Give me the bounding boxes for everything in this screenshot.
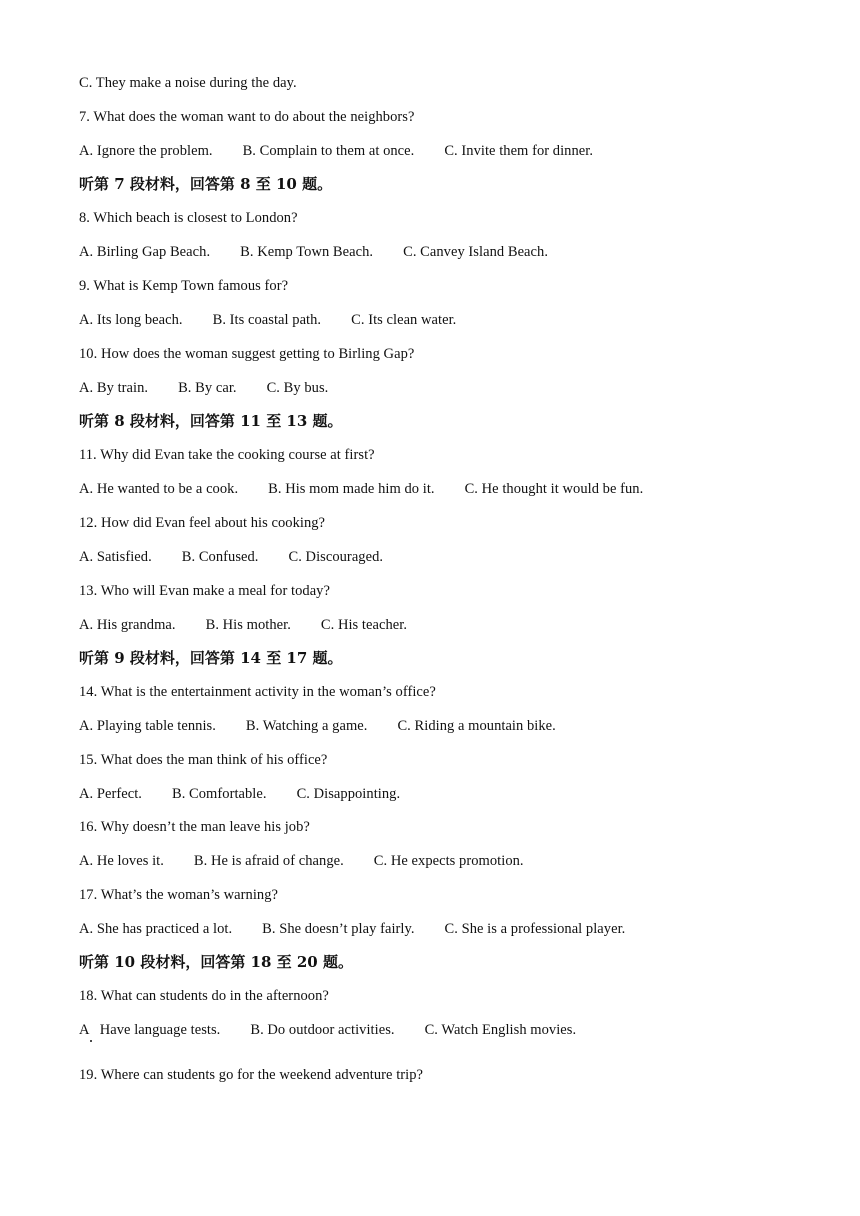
option-a: A. Satisfied. bbox=[79, 549, 152, 565]
option-a: A. His grandma. bbox=[79, 617, 176, 633]
option-b: B. Confused. bbox=[181, 549, 259, 565]
question-19: 19. Where can students go for the weekend adventure trip? bbox=[79, 1067, 424, 1083]
option-c: C. Its clean water. bbox=[351, 312, 457, 328]
options-q9 bbox=[79, 311, 456, 329]
option-a: A. By train. bbox=[79, 380, 149, 396]
option-c: C. Invite them for dinner. bbox=[444, 143, 594, 159]
option-b: B. Watching a game. bbox=[245, 718, 368, 734]
options-q10 bbox=[79, 379, 328, 397]
option-a: A. Birling Gap Beach. bbox=[79, 244, 211, 260]
option-a: A. He wanted to be a cook. bbox=[79, 481, 239, 497]
option-b: B. Do outdoor activities. bbox=[250, 1022, 395, 1038]
options-q18 bbox=[79, 1021, 576, 1039]
question-8: 8. Which beach is closest to London? bbox=[79, 210, 298, 226]
option-b: B. She doesn’t play fairly. bbox=[262, 921, 415, 937]
option-c: C. Canvey Island Beach. bbox=[403, 244, 548, 260]
section-heading-9: 听第 9 段材料，回答第 14 至 17 题。 bbox=[79, 649, 343, 667]
options-q11 bbox=[79, 480, 643, 498]
question-16: 16. Why doesn’t the man leave his job? bbox=[79, 819, 310, 835]
option-b: B. Complain to them at once. bbox=[242, 143, 415, 159]
option-c: C. Watch English movies. bbox=[424, 1022, 577, 1038]
section-heading-8: 听第 8 段材料，回答第 11 至 13 题。 bbox=[79, 412, 343, 430]
option-b: B. His mother. bbox=[205, 617, 291, 633]
question-17: 17. What’s the woman’s warning? bbox=[79, 887, 279, 903]
stray-dot-mark bbox=[90, 1040, 92, 1042]
question-11: 11. Why did Evan take the cooking course at first? bbox=[79, 447, 375, 463]
option-c: C. His teacher. bbox=[320, 617, 408, 633]
options-q7 bbox=[79, 142, 593, 160]
options-q14 bbox=[79, 717, 556, 735]
question-14: 14. What is the entertainment activity in the woman’s office? bbox=[79, 684, 436, 700]
option-b: B. He is afraid of change. bbox=[193, 853, 344, 869]
question-13: 13. Who will Evan make a meal for today? bbox=[79, 583, 330, 599]
options-q16 bbox=[79, 852, 524, 870]
section-heading-10: 听第 10 段材料，回答第 18 至 20 题。 bbox=[79, 953, 353, 971]
option-c: C. Riding a mountain bike. bbox=[397, 718, 556, 734]
option-c: C. Disappointing. bbox=[296, 786, 401, 802]
option-a: A. Ignore the problem. bbox=[79, 143, 213, 159]
options-q8 bbox=[79, 243, 548, 261]
options-q13 bbox=[79, 616, 407, 634]
section-heading-7: 听第 7 段材料，回答第 8 至 10 题。 bbox=[79, 175, 333, 193]
question-15: 15. What does the man think of his office? bbox=[79, 752, 328, 768]
option-a: A. Perfect. bbox=[79, 786, 142, 802]
question-18: 18. What can students do in the afternoon? bbox=[79, 988, 329, 1004]
option-a: A. Playing table tennis. bbox=[79, 718, 216, 734]
option-a: A. Its long beach. bbox=[79, 312, 183, 328]
option-b: B. His mom made him do it. bbox=[268, 481, 435, 497]
options-q15 bbox=[79, 785, 400, 803]
option-b: B. By car. bbox=[178, 380, 237, 396]
question-7: 7. What does the woman want to do about the neighbors? bbox=[79, 109, 415, 125]
question-9: 9. What is Kemp Town famous for? bbox=[79, 278, 289, 294]
option-a: A Have language tests. bbox=[79, 1022, 221, 1038]
option-b: B. Its coastal path. bbox=[212, 312, 322, 328]
option-a: A. She has practiced a lot. bbox=[79, 921, 233, 937]
question-12: 12. How did Evan feel about his cooking? bbox=[79, 515, 326, 531]
option-b: B. Comfortable. bbox=[171, 786, 267, 802]
options-q17 bbox=[79, 920, 625, 938]
option-c: C. Discouraged. bbox=[288, 549, 384, 565]
option-c: C. He thought it would be fun. bbox=[464, 481, 644, 497]
option-c: C. He expects promotion. bbox=[373, 853, 524, 869]
option-a: A. He loves it. bbox=[79, 853, 164, 869]
question-10: 10. How does the woman suggest getting to Birling Gap? bbox=[79, 346, 415, 362]
option-line: C. They make a noise during the day. bbox=[79, 75, 297, 91]
option-b: B. Kemp Town Beach. bbox=[240, 244, 374, 260]
option-c: C. She is a professional player. bbox=[444, 921, 626, 937]
options-q12 bbox=[79, 548, 383, 566]
option-c: C. By bus. bbox=[266, 380, 329, 396]
